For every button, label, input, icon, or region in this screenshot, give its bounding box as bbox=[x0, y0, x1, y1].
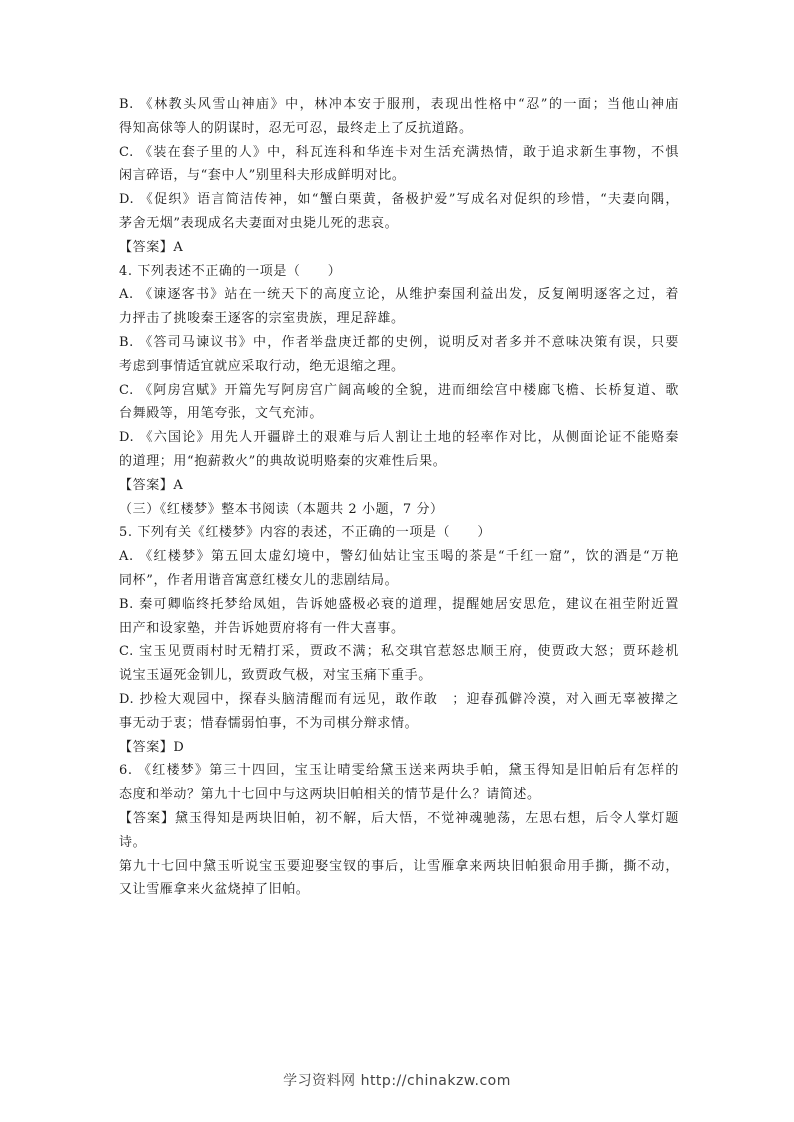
text-line: 【答案】黛玉得知是两块旧帕，初不解，后大悟，不觉神魂驰荡，左思右想，后令人掌灯题 bbox=[119, 810, 679, 826]
text-line: 5. 下列有关《红楼梦》内容的表述，不正确的一项是（ ） bbox=[119, 525, 491, 541]
text-line: C. 宝玉见贾雨村时无精打采，贾政不满；私交琪官惹怒忠顺王府，使贾政大怒；贾环趁机 bbox=[119, 644, 679, 660]
text-line: 又让雪雁拿来火盆烧掉了旧帕。 bbox=[119, 882, 310, 898]
text-line: （三）《红楼梦》整本书阅读（本题共 2 小题，7 分） bbox=[119, 501, 444, 517]
text-line: 事无动于衷；惜春懦弱怕事，不为司棋分辩求情。 bbox=[119, 715, 419, 731]
text-line: A. 《谏逐客书》站在一统天下的高度立论，从维护秦国利益出发，反复阐明逐客之过，着 bbox=[119, 287, 679, 303]
text-line: 的道理；用“抱薪救火”的典故说明赂秦的灾难性后果。 bbox=[119, 453, 447, 469]
text-line: 考虑到事情适宜就应采取行动，绝无退缩之理。 bbox=[119, 358, 405, 374]
text-line: 4. 下列表述不正确的一项是（ ） bbox=[119, 263, 342, 279]
text-line: 诗。 bbox=[119, 834, 147, 850]
text-line: C. 《阿房宫赋》开篇先写阿房宫广阔高峻的全貌，进而细绘宫中楼廊飞檐、长桥复道、歌 bbox=[119, 382, 679, 398]
page-footer: 学习资料网 http://chinakzw.com bbox=[283, 1073, 511, 1089]
text-line: 第九十七回中黛玉听说宝玉要迎娶宝钗的事后，让雪雁拿来两块旧帕狠命用手撕，撕不动， bbox=[119, 858, 679, 874]
text-line: 【答案】A bbox=[119, 477, 184, 493]
text-line: 台舞殿等，用笔夸张，文气充沛。 bbox=[119, 406, 324, 422]
text-line: C. 《装在套子里的人》中，科瓦连科和华连卡对生活充满热情，敢于追求新生事物，不惧 bbox=[119, 144, 679, 160]
text-line: 说宝玉逼死金钏儿，致贾政气极，对宝玉痛下重手。 bbox=[119, 668, 432, 684]
text-line: 茅舍无烟”表现成名夫妻面对虫毙儿死的悲哀。 bbox=[119, 215, 399, 231]
text-line: 态度和举动？第九十七回中与这两块旧帕相关的情节是什么？请简述。 bbox=[119, 787, 541, 803]
text-line: 同杯”，作者用谐音寓意红楼女儿的悲剧结局。 bbox=[119, 572, 399, 588]
text-line: D. 《六国论》用先人开疆辟土的艰难与后人割让土地的轻率作对比，从侧面论证不能赂秦 bbox=[119, 430, 679, 446]
text-line: 【答案】D bbox=[119, 739, 185, 755]
text-line: B. 《答司马谏议书》中，作者举盘庚迁都的史例，说明反对者多并不意味决策有误，只要 bbox=[119, 334, 679, 350]
text-line: 6. 《红楼梦》第三十四回，宝玉让晴雯给黛玉送来两块手帕，黛玉得知是旧帕后有怎样的 bbox=[119, 763, 679, 779]
text-line: 得知高俅等人的阴谋时，忍无可忍，最终走上了反抗道路。 bbox=[119, 120, 473, 136]
text-line: 【答案】A bbox=[119, 239, 184, 255]
text-line: A. 《红楼梦》第五回太虚幻境中，警幻仙姑让宝玉喝的茶是“千红一窟”，饮的酒是“万艳 bbox=[119, 549, 679, 565]
text-line: D. 抄检大观园中，探春头脑清醒而有远见，敢作敢 ；迎春孤僻冷漠，对入画无辜被撵之 bbox=[119, 691, 679, 707]
text-line: D. 《促织》语言简洁传神，如“蟹白栗黄，备极护爱”写成名对促织的珍惜，“夫妻向隅， bbox=[119, 192, 679, 208]
text-line: B. 《林教头风雪山神庙》中，林冲本安于服刑，表现出性格中“忍”的一面；当他山神庙 bbox=[119, 97, 679, 112]
text-line: 力抨击了挑唆秦王逐客的宗室贵族，理足辞雄。 bbox=[119, 311, 405, 327]
text-line: 田产和设家塾，并告诉她贾府将有一件大喜事。 bbox=[119, 620, 405, 636]
text-line: 闲言碎语，与“套中人”别里科夫形成鲜明对比。 bbox=[119, 168, 406, 184]
text-line: B. 秦可卿临终托梦给凤姐，告诉她盛极必衰的道理，提醒她居安思危，建议在祖茔附近置 bbox=[119, 596, 679, 612]
document-body bbox=[119, 93, 679, 902]
